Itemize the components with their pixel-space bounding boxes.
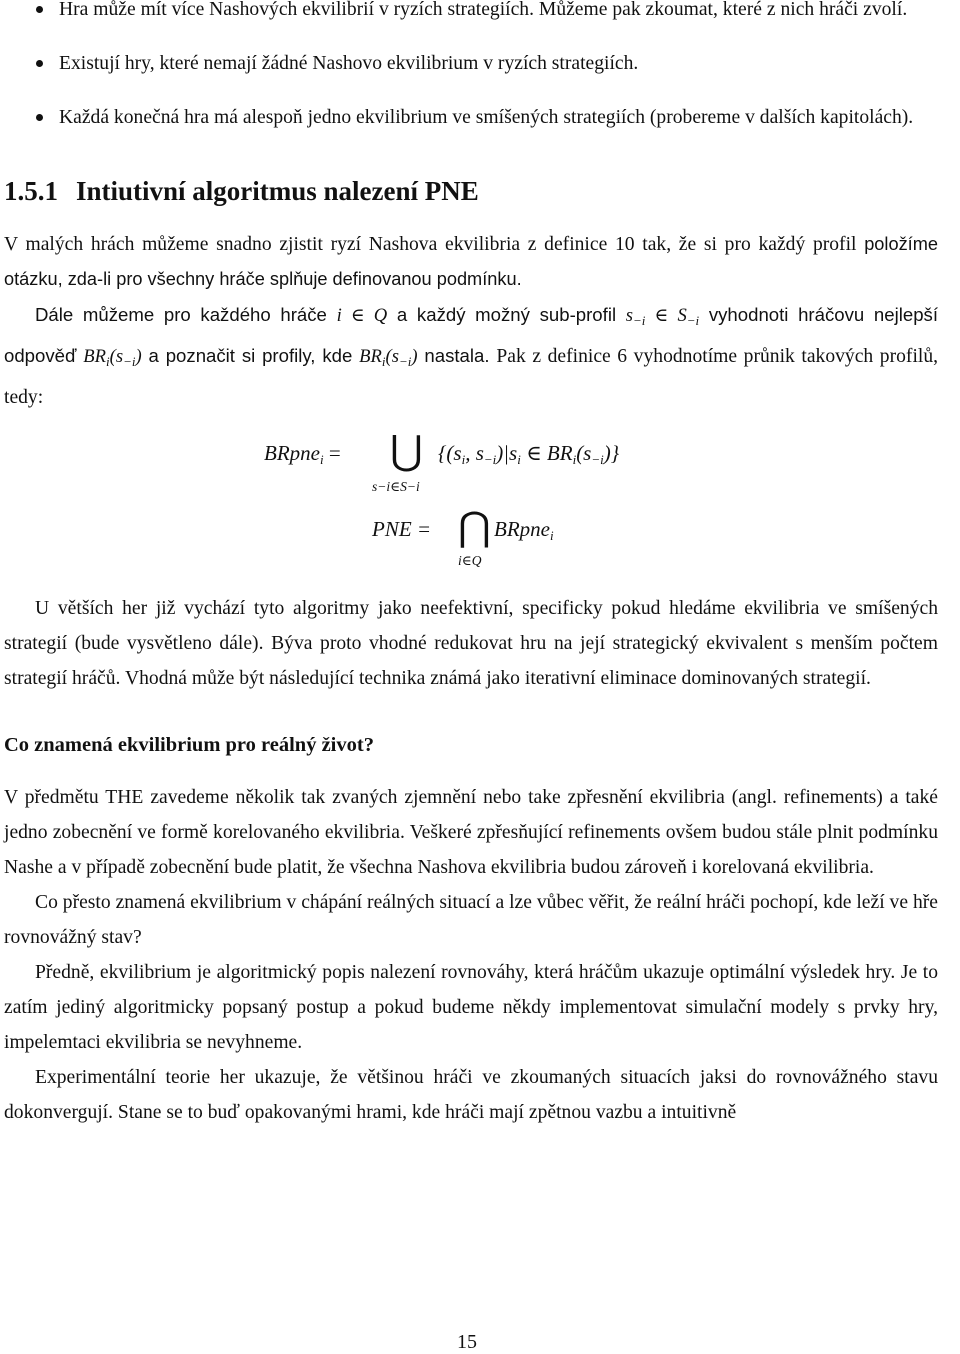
paragraph: V předmětu THE zavedeme několik tak zvaných zjemnění nebo take zpřesnění ekvilibria (angl. refinements) a také jedno zobecnění ve formě korelovaného ekvilibria. Veškeré zpřesňující refinements ovšem budou stále plnit podmínku Nashe a v případě zobecnění bude platit, že všechna Nashova ekvilibria budou zároveň i korelovaná ekvilibria. [4, 787, 938, 878]
bullet-item: Každá konečná hra má alespoň jedno ekvilibrium ve smíšených strategiích (probereme v dalších kapitolách). [4, 100, 938, 135]
equation-2-rhs: BRpne$_i$ [494, 517, 554, 543]
paragraph: Předně, ekvilibrium je algoritmický popis nalezení rovnováhy, která hráčům ukazuje optimální výsledek hry. Je to zatím jediný algoritmicky popsaný postup a pokud budeme někdy implementovat simulační modely s prvky hry, impelemtaci ekvilibria se nevyhneme. [4, 962, 938, 1053]
bullet-icon [36, 60, 43, 67]
paragraph: V malých hrách můžeme snadno zjistit ryzí Nashova ekvilibria z definice 10 tak, že si pro každý profil položíme otázku, zda-li pro všechny hráče splňuje definovanou podmínku. [4, 234, 938, 289]
equation-2-limit: i∈Q [458, 553, 482, 568]
equation-1-lhs: BRpne$_i$ = [264, 441, 341, 467]
math-inline: $BR_i(s_{-i})$ [359, 346, 418, 369]
page-number: 15 [457, 1331, 477, 1353]
question-heading: Co znamená ekvilibrium pro reálný život? [4, 734, 374, 756]
equation-1-limit: s−i∈S−i [372, 479, 420, 494]
math-inline: $s_{-i}$ ∈ $S_{-i}$ [625, 305, 700, 328]
bullet-icon [36, 114, 43, 121]
math-inline: $BR_i(s_{-i})$ [83, 346, 142, 369]
equation-2-lhs: PNE = [372, 517, 432, 541]
intersection-icon: ⋂ [458, 504, 491, 549]
paragraph: Co přesto znamená ekvilibrium v chápání reálných situací a lze vůbec věřit, že reální hráči pochopí, kde leží ve hře rovnovážný stav? [4, 892, 938, 948]
union-icon: ⋃ [390, 428, 423, 473]
paragraph: Dále můžeme pro každého hráče i ∈ Q a každý možný sub-profil $s_{-i}$ ∈ $S_{-i}$ vyhodnoti hráčovu nejlepší odpověď $BR_i(s_{-i})$ a poznačit si profily, kde $BR_i(s_{-i})$ nastala. Pak z definice 6 vyhodnotíme průnik takových profilů, tedy: [4, 304, 939, 408]
section-heading [4, 171, 938, 211]
section-title: Intiutivní algoritmus nalezení PNE [76, 176, 479, 206]
bullet-item: Existují hry, které nemají žádné Nashovo ekvilibrium v ryzích strategiích. [4, 46, 938, 81]
paragraph: U větších her již vychází tyto algoritmy jako neefektivní, specificky pokud hledáme ekvilibria ve smíšených strategií (bude vysvětleno dále). Býva proto vhodné redukovat hru na její strategický ekvivalent s menším počtem strategií hráčů. Vhodná může být následující technika známá jako iterativní eliminace dominovaných strategií. [4, 598, 938, 689]
paragraph: Experimentální teorie her ukazuje, že většinou hráči ve zkoumaných situacích jaksi do rovnovážného stavu dokonvergují. Stane se to buď opakovanými hrami, kde hráči mají zpětnou vazbu a intuitivně [4, 1067, 938, 1123]
document-page [4, 0, 938, 1130]
bullet-item: Hra může mít více Nashových ekvilibrií v ryzích strategiích. Můžeme pak zkoumat, které z nich hráči zvolí. [4, 0, 938, 27]
section-number: 1.5.1 [4, 176, 58, 206]
equation-1-rhs: {($s_i$, $s_{-i})|s_i$ ∈ $BR_i(s_{-i})$} [438, 441, 620, 467]
math-inline: i ∈ Q [336, 305, 388, 326]
bullet-list [4, 0, 938, 135]
bullet-icon [36, 6, 43, 13]
display-equations [4, 428, 938, 593]
